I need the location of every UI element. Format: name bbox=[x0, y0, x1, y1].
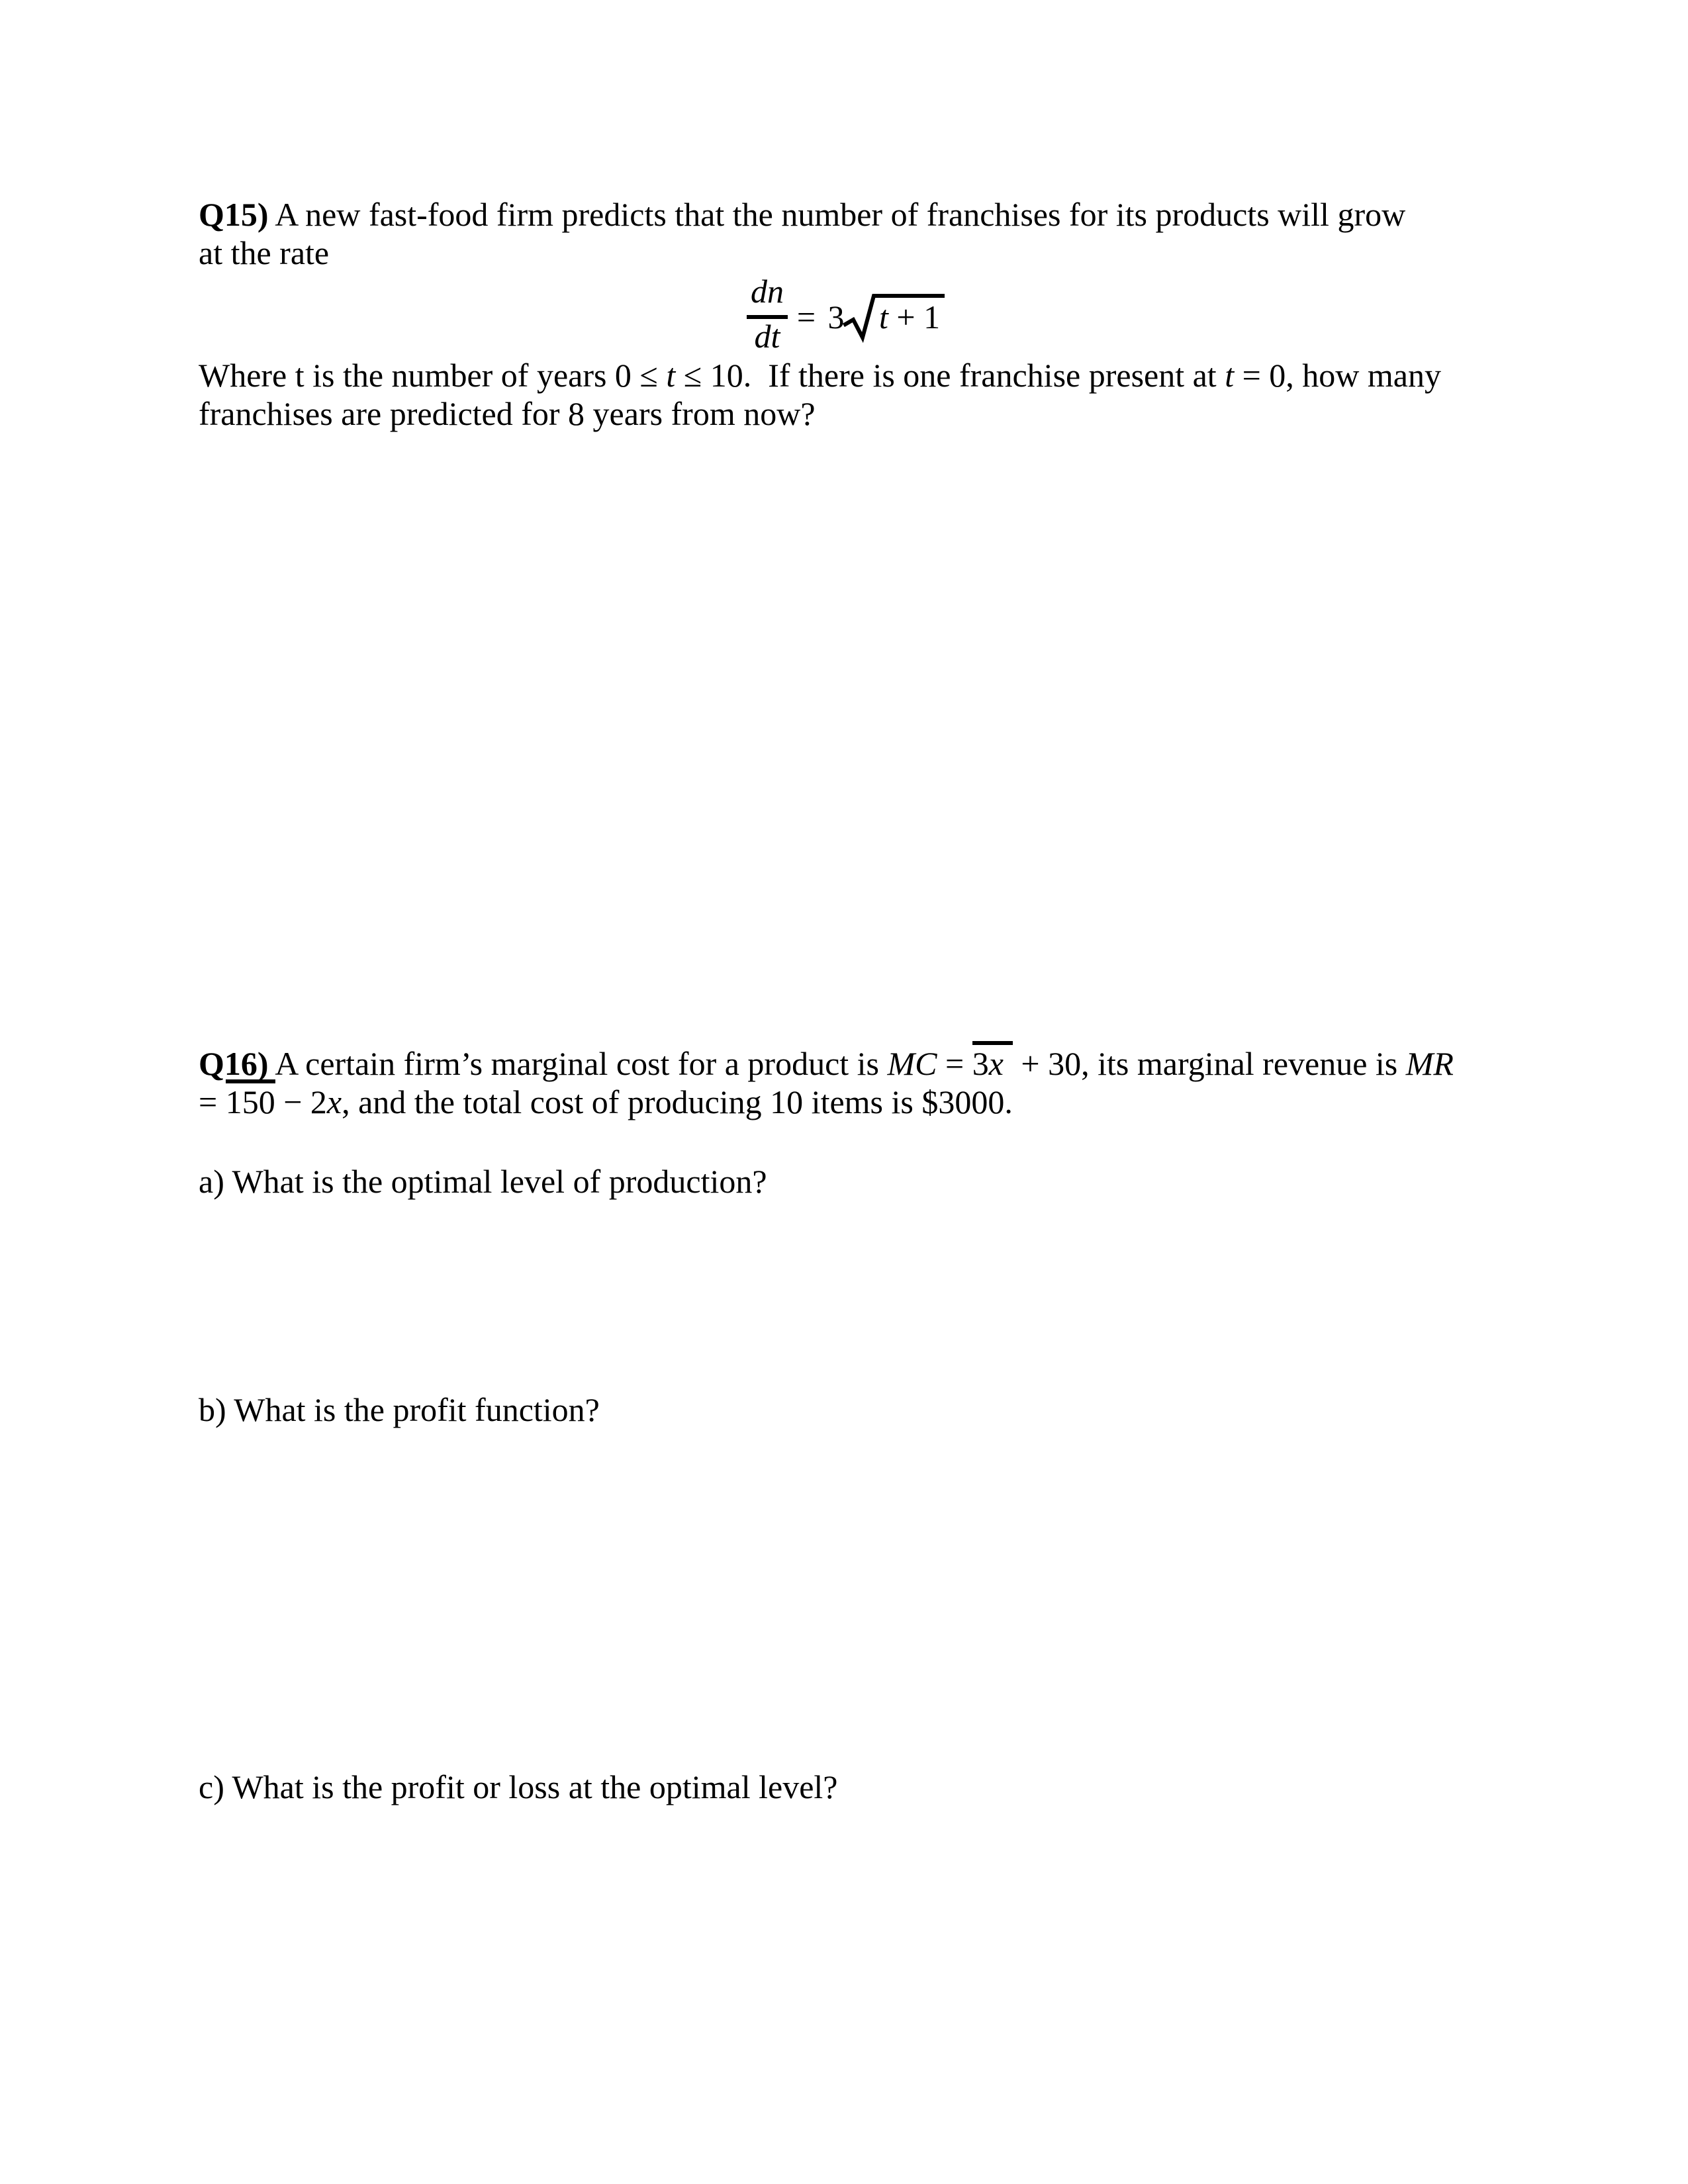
var-mc: MC bbox=[887, 1045, 937, 1082]
q15-equation bbox=[690, 265, 995, 371]
q16-part-b-text: b) What is the profit function? bbox=[199, 1391, 600, 1428]
q16-line2 bbox=[199, 1083, 1529, 1121]
q16-text-5: − 2 bbox=[275, 1083, 327, 1120]
where-text-1: Where t is the number of years 0 ≤ bbox=[199, 357, 667, 394]
radicand-rest: + 1 bbox=[888, 298, 941, 336]
overline-3x-coef: 3 bbox=[972, 1045, 989, 1082]
var-t-1: t bbox=[666, 357, 676, 394]
overline-3x-var: x bbox=[988, 1045, 1004, 1082]
radicand-variable: t bbox=[879, 298, 888, 336]
where-text-2: ≤ 10. If there is one franchise present at bbox=[675, 357, 1225, 394]
q16-part-c-text: c) What is the profit or loss at the optimal level? bbox=[199, 1768, 838, 1805]
q15-label: Q15) bbox=[199, 196, 269, 233]
overline-3x bbox=[972, 1041, 1013, 1082]
q15-where-paragraph bbox=[199, 356, 1529, 433]
q16-text-4: = bbox=[199, 1083, 226, 1120]
var-x: x bbox=[326, 1083, 342, 1120]
q16-part-b bbox=[199, 1390, 1529, 1429]
q16-text-6: , and the total cost of producing 10 items is $3000. bbox=[342, 1083, 1013, 1120]
q16-label: Q16) bbox=[199, 1045, 269, 1082]
var-t-2: t bbox=[1225, 357, 1235, 394]
equals-sign: = bbox=[796, 298, 816, 336]
q16-text-3: + 30, its marginal revenue is bbox=[1012, 1045, 1406, 1082]
coefficient: 3 bbox=[827, 298, 845, 336]
q15-line1 bbox=[199, 195, 1529, 234]
var-mr: MR bbox=[1405, 1045, 1454, 1082]
q16-part-c bbox=[199, 1768, 1529, 1806]
q15-where-line1 bbox=[199, 356, 1529, 394]
q15-paragraph bbox=[199, 195, 1529, 272]
q15-line1-text: A new fast-food firm predicts that the number of franchises for its products will grow bbox=[268, 196, 1406, 233]
q16-part-a bbox=[199, 1162, 1529, 1201]
q16-paragraph bbox=[199, 1044, 1529, 1121]
q16-part-a-text: a) What is the optimal level of production? bbox=[199, 1163, 767, 1200]
overline-150: 150 bbox=[226, 1079, 275, 1120]
q16-line1 bbox=[199, 1044, 1529, 1083]
where-text-3: = 0, how many bbox=[1234, 357, 1441, 394]
fraction-numerator: dn bbox=[751, 273, 784, 310]
q15-line2: at the rate bbox=[199, 234, 330, 271]
radicand bbox=[879, 298, 940, 336]
q16-text-1: A certain firm’s marginal cost for a product is bbox=[268, 1045, 888, 1082]
q16-text-2: = bbox=[937, 1045, 972, 1082]
q15-where-line2: franchises are predicted for 8 years from now? bbox=[199, 395, 816, 432]
fraction-denominator: dt bbox=[754, 318, 780, 355]
